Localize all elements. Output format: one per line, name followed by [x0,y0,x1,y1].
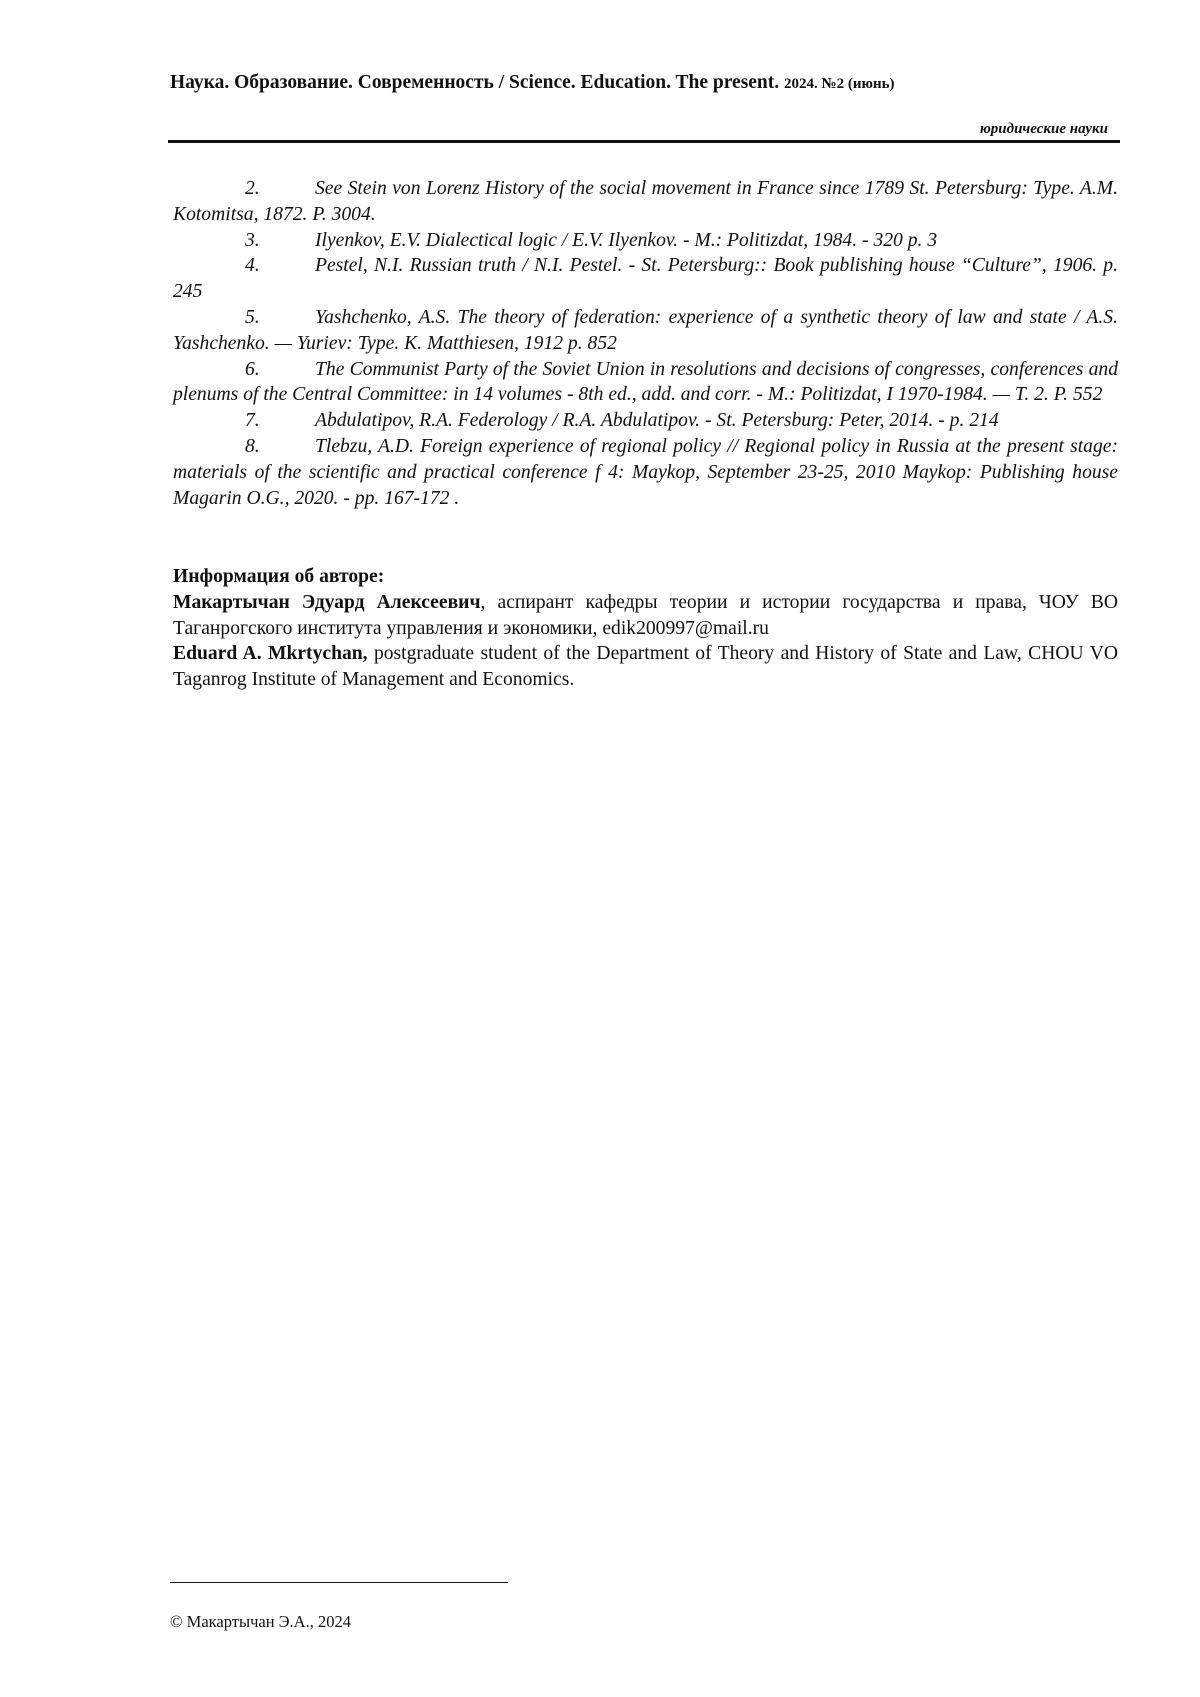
reference-list [173,176,1118,511]
author-description-en: postgraduate student of the Department of Theory and History of State and Law, CHOU VO Taganrog Institute of Management and Economics. [173,643,1118,690]
reference-item [173,228,1118,254]
author-en [173,641,1118,693]
reference-number: 6. [245,357,315,383]
reference-item [173,253,1118,305]
author-name-ru: Макартычан Эдуард Алексеевич [173,592,481,613]
author-ru [173,590,1118,642]
reference-number: 7. [245,408,315,434]
journal-issue: 2024. №2 (июнь) [784,76,895,92]
author-name-en: Eduard A. Mkrtychan, [173,643,368,664]
reference-item [173,434,1118,511]
reference-number: 5. [245,305,315,331]
reference-number: 3. [245,228,315,254]
reference-text: Abdulatipov, R.A. Federology / R.A. Abdulatipov. - St. Petersburg: Peter, 2014. - p. 214 [315,410,999,431]
header-divider [168,140,1120,143]
reference-text: Pestel, N.I. Russian truth / N.I. Pestel. - St. Petersburg:: Book publishing house “Culture”, 1906. p. 245 [173,255,1118,302]
reference-text: Ilyenkov, E.V. Dialectical logic / E.V. Ilyenkov. - M.: Politizdat, 1984. - 320 p. 3 [315,230,937,251]
reference-item [173,357,1118,409]
section-name: юридические науки [980,121,1108,138]
reference-text: Yashchenko, A.S. The theory of federation: experience of a synthetic theory of law and state / A.S. Yashchenko. — Yuriev: Type. K. Matthiesen, 1912 p. 852 [173,307,1118,354]
reference-number: 8. [245,434,315,460]
reference-item [173,408,1118,434]
reference-text: Tlebzu, A.D. Foreign experience of regional policy // Regional policy in Russia at the present stage: materials of the scientific and practical conference f 4: Maykop, September 23-25, 2010 Maykop: Publishing house Magarin O.G., 2020. - pp. 167-172 . [173,436,1118,509]
journal-name: Наука. Образование. Современность / Science. Education. The present. [170,72,779,93]
reference-number: 2. [245,176,315,202]
reference-item [173,305,1118,357]
footnote-divider [170,1582,508,1583]
reference-item [173,176,1118,228]
author-info-heading: Информация об авторе: [173,564,1118,590]
author-info [173,564,1118,693]
copyright-notice: © Макартычан Э.А., 2024 [170,1612,351,1632]
reference-number: 4. [245,253,315,279]
author-description-ru: , аспирант кафедры теории и истории государства и права, ЧОУ ВО Таганрогского института управления и экономики, edik200997@mail.ru [173,592,1118,639]
journal-title [170,72,895,94]
reference-text: The Communist Party of the Soviet Union in resolutions and decisions of congresses, conferences and plenums of the Central Committee: in 14 volumes - 8th ed., add. and corr. - M.: Politizdat, I 1970-1984. — T. 2. P. 552 [173,359,1118,406]
reference-text: See Stein von Lorenz History of the social movement in France since 1789 St. Petersburg: Type. A.M. Kotomitsa, 1872. P. 3004. [173,178,1118,225]
